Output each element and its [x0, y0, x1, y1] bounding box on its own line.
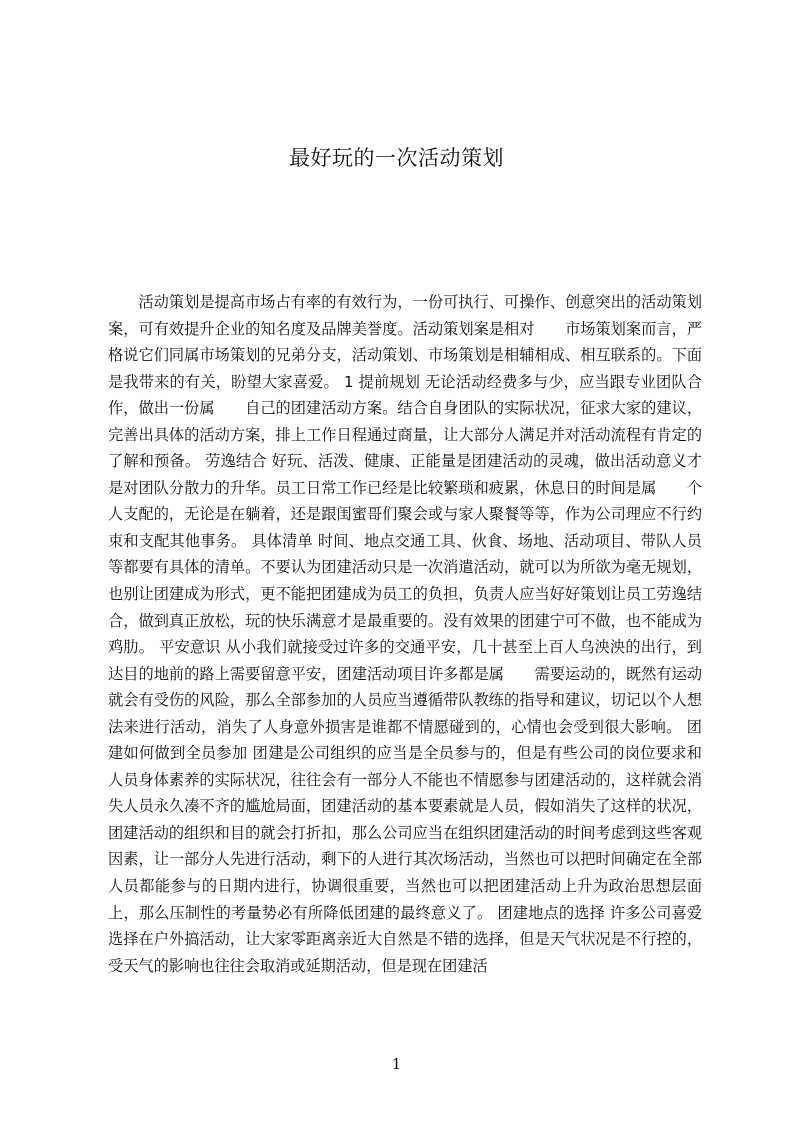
page-number: 1	[391, 1055, 402, 1073]
body-paragraph: 活动策划是提高市场占有率的有效行为，一份可执行、可操作、创意突出的活动策划案，可有效提升企业的知名度及品牌美誉度。活动策划案是相对 市场策划案而言，严格说它们同属市场策划的兄弟分支，活动策划、市场策划是相辅相成、相互联系的。下面是我带来的有关，盼望大家喜爱。 1 提前规划 无论活动经费多与少，应当跟专业团队合作，做出一份属 自己的团建活动方案。结合自身团队的实际状况，征求大家的建议，完善出具体的活动方案，排上工作日程通过商量，让大部分人满足并对活动流程有肯定的了解和预备。 劳逸结合 好玩、活泼、健康、正能量是团建活动的灵魂，做出活动意义才是对团队分散力的升华。员工日常工作已经是比较繁琐和疲累，休息日的时间是属 个人支配的，无论是在躺着，还是跟闺蜜哥们聚会或与家人聚餐等等，作为公司理应不行约束和支配其他事务。 具体清单 时间、地点交通工具、伙食、场地、活动项目、带队人员等都要有具体的清单。不要认为团建活动只是一次消遣活动，就可以为所欲为毫无规划，也别让团建成为形式，更不能把团建成为员工的负担，负责人应当好好策划让员工劳逸结合，做到真正放松，玩的快乐满意才是最重要的。没有效果的团建宁可不做，也不能成为鸡肋。 平安意识 从小我们就接受过许多的交通平安，几十甚至上百人乌泱泱的出行，到达目的地前的路上需要留意平安，团建活动项目许多都是属 需要运动的，既然有运动就会有受伤的风险，那么全部参加的人员应当遵循带队教练的指导和建议，切记以个人想法来进行活动，消失了人身意外损害是谁都不情愿碰到的，心情也会受到很大影响。 团建如何做到全员参加 团建是公司组织的应当是全员参与的，但是有些公司的岗位要求和人员身体素养的实际状况，往往会有一部分人不能也不情愿参与团建活动的，这样就会消失人员永久凑不齐的尴尬局面，团建活动的基本要素就是人员，假如消失了这样的状况，团建活动的组织和目的就会打折扣，那么公司应当在组织团建活动的时间考虑到这些客观因素，让一部分人先进行活动，剩下的人进行其次场活动，当然也可以把时间确定在全部人员都能参与的日期内进行，协调很重要，当然也可以把团建活动上升为政治思想层面上，那么压制性的考量势必有所降低团建的最终意义了。 团建地点的选择 许多公司喜爱选择在户外搞活动，让大家零距离亲近大自然是不错的选择，但是天气状况是不行控的，受天气的影响也往往会取消或延期活动，但是现在团建活	[108, 293, 702, 975]
document-title: 最好玩的一次活动策划	[289, 146, 504, 170]
